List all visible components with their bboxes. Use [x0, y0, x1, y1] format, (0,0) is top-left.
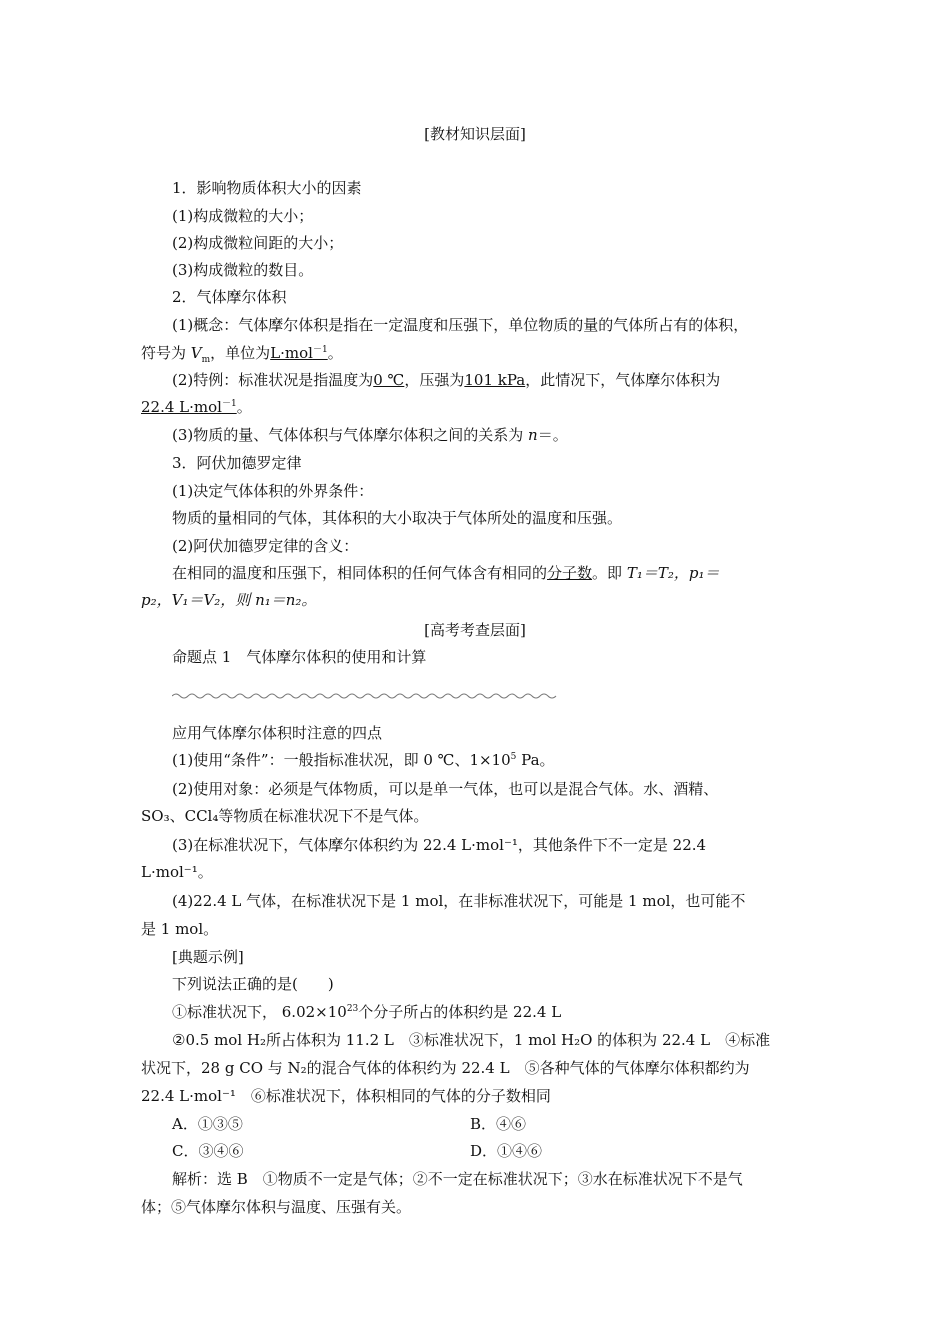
statement-3: 状况下，28 g CO 与 N₂的混合气体的体积约为 22.4 L ⑤各种气体的气体摩尔体积都约为 [141, 1059, 750, 1077]
point-title: 命题点 1 气体摩尔体积的使用和计算 [172, 648, 427, 666]
statement-4: 22.4 L·mol⁻¹ ⑥标准状况下，体积相同的气体的分子数相同 [141, 1087, 551, 1105]
wavy-divider [172, 691, 558, 701]
note-3-line-1: (3)在标准状况下，气体摩尔体积约为 22.4 L·mol⁻¹，其他条件下不一定是 22.4 [172, 836, 707, 854]
law-2-line-1: 在相同的温度和压强下，相同体积的任何气体含有相同的分子数。即 T₁＝T₂，p₁＝ [172, 564, 720, 582]
note-3-line-2: L·mol⁻¹。 [141, 863, 213, 881]
note-2-line-1: (2)使用对象：必须是气体物质，可以是单一气体，也可以是混合气体。水、酒精、 [172, 780, 719, 798]
item1-a: (1)构成微粒的大小； [172, 207, 314, 225]
special-line-1: (2)特例：标准状况是指温度为0 ℃，压强为101 kPa，此情况下，气体摩尔体积为 [172, 371, 721, 389]
question-stem: 下列说法正确的是( ) [172, 975, 334, 993]
option-a: A．①③⑤ [172, 1115, 243, 1133]
section-heading-exam: [高考考查层面] [424, 621, 526, 639]
note-2-line-2: SO₃、CCl₄等物质在标准状况下不是气体。 [141, 807, 429, 825]
item1-c: (3)构成微粒的数目。 [172, 261, 314, 279]
statement-2: ②0.5 mol H₂所占体积为 11.2 L ③标准状况下，1 mol H₂O 的体积为 22.4 L ④标准 [172, 1031, 771, 1049]
example-label: [典题示例] [172, 948, 244, 966]
notes-title: 应用气体摩尔体积时注意的四点 [172, 724, 383, 742]
analysis-line-1: 解析：选 B ①物质不一定是气体；②不一定在标准状况下；③水在标准状况下不是气 [172, 1170, 743, 1188]
analysis-line-2: 体；⑤气体摩尔体积与温度、压强有关。 [141, 1198, 412, 1216]
relation-line: (3)物质的量、气体体积与气体摩尔体积之间的关系为 n＝。 [172, 426, 568, 444]
section-heading-textbook: [教材知识层面] [424, 125, 526, 143]
item1-b: (2)构成微粒间距的大小； [172, 234, 344, 252]
law-1-text: 物质的量相同的气体，其体积的大小取决于气体所处的温度和压强。 [172, 509, 623, 527]
item1-title: 1．影响物质体积大小的因素 [172, 179, 362, 197]
law-2: (2)阿伏加德罗定律的含义： [172, 537, 359, 555]
option-b: B．④⑥ [470, 1115, 527, 1133]
concept-line-2: 符号为 $V_m$，单位为L·mol$^{-1}$。 [141, 344, 343, 365]
concept-line-1: (1)概念：气体摩尔体积是指在一定温度和压强下，单位物质的量的气体所占有的体积， [172, 316, 749, 334]
note-4-line-2: 是 1 mol。 [141, 920, 219, 938]
law-1: (1)决定气体体积的外界条件： [172, 482, 374, 500]
item2-title: 2．气体摩尔体积 [172, 288, 287, 306]
note-1: (1)使用“条件”：一般指标准状况，即 0 ℃、$1\times 10^5$ Pa。 [172, 751, 555, 769]
statement-1: ①标准状况下， $6.02\times 10^{23}$个分子所占的体积约是 22.4 L [172, 1003, 562, 1021]
option-c: C．③④⑥ [172, 1142, 244, 1160]
option-d: D．①④⑥ [470, 1142, 543, 1160]
item3-title: 3．阿伏加德罗定律 [172, 454, 302, 472]
law-2-line-2: p₂，V₁＝V₂，则 n₁＝n₂。 [141, 591, 317, 609]
note-4-line-1: (4)22.4 L 气体，在标准状况下是 1 mol，在非标准状况下，可能是 1 mol，也可能不 [172, 892, 746, 910]
special-line-2: 22.4 L·mol$^{-1}$。 [141, 398, 252, 416]
